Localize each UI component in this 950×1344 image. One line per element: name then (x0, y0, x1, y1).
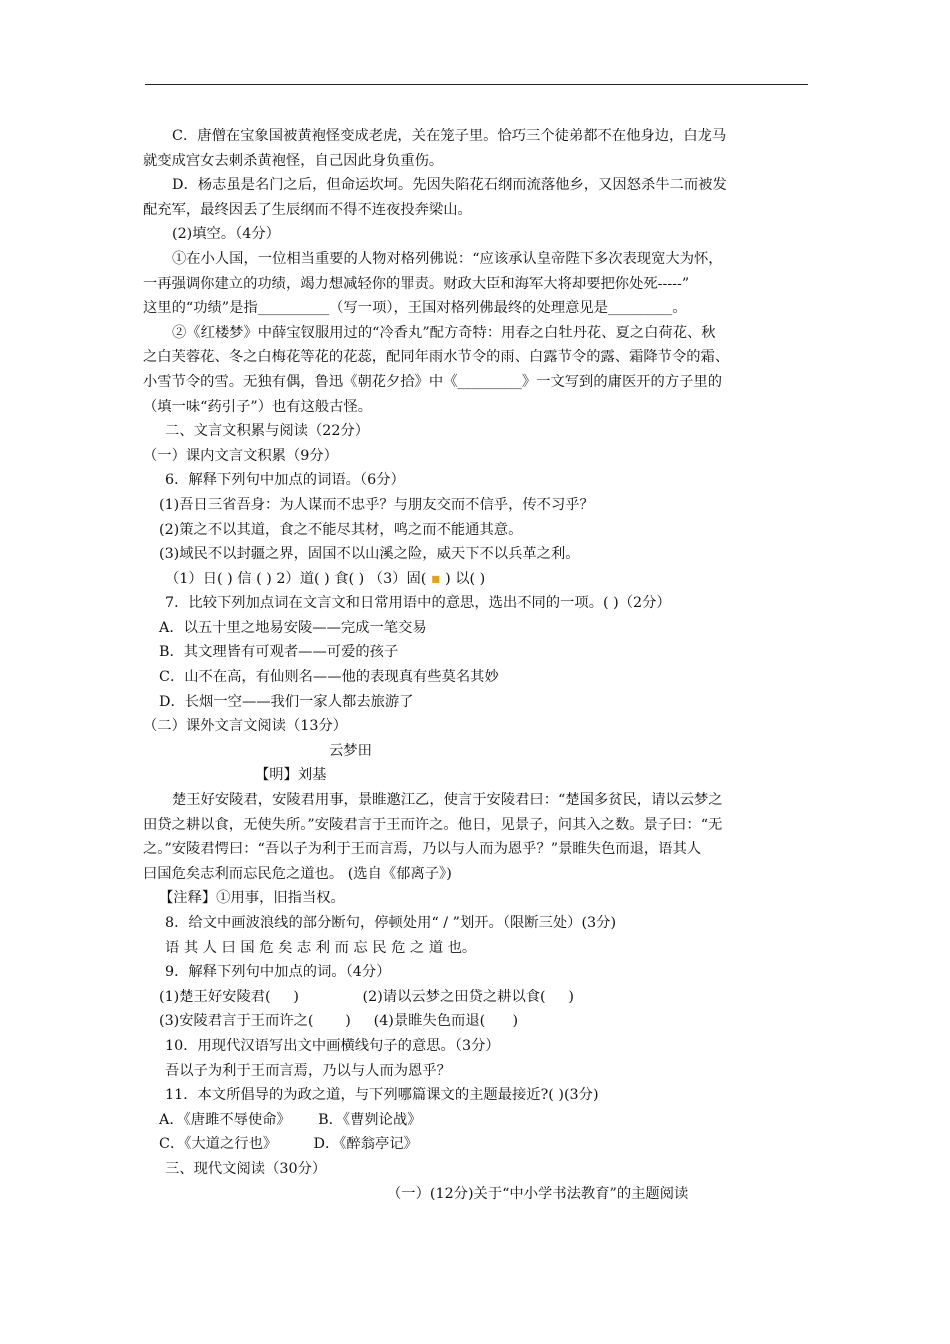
option-d-line1: D．杨志虽是名门之后，但命运坎坷。先因失陷花石纲而流落他乡，又因怒杀牛二而被发 (172, 177, 727, 194)
option-c-line1: C．唐僧在宝象国被黄袍怪变成老虎，关在笼子里。恰巧三个徒弟都不在他身边，白龙马 (172, 128, 727, 144)
q7-option-b: B．其文理皆有可观者——可爱的孩子 (159, 644, 399, 661)
passage-line3: 之。”安陵君愕曰：“吾以子为利于王而言焉，乃以与人而为恩乎？”景睢失色而退，语其人 (143, 841, 702, 858)
fill-item2-line1: ②《红楼梦》中薛宝钗服用过的“冷香丸”配方奇特：用春之白牡丹花、夏之白荷花、秋 (172, 324, 716, 341)
fill-heading: (2)填空。（4分） (172, 226, 280, 243)
passage-line2: 田贷之耕以食，无使失所。”安陵君言于王而许之。他日，见景子，问其入之数。景子曰：“无 (143, 816, 723, 833)
q7-option-d: D．长烟一空——我们一家人都去旅游了 (159, 693, 414, 710)
q9-heading: 9．解释下列句中加点的词。（4分） (165, 964, 391, 981)
exam-page-content (143, 124, 815, 1206)
q9-row1: (1)楚王好安陵君( ) (2)请以云梦之田贷之耕以食( ) (159, 988, 574, 1005)
passage-line1: 楚王好安陵君，安陵君用事，景睢邀江乙，使言于安陵君曰：“楚国多贫民，请以云梦之 (172, 792, 723, 809)
q6-sentence-1: (1)吾日三省吾身：为人谋而不忠乎？与朋友交而不信乎，传不习乎？ (159, 496, 594, 513)
q7-option-a: A．以五十里之地易安陵——完成一笔交易 (159, 619, 427, 636)
header-rule (145, 84, 808, 85)
section2-heading: 二、文言文积累与阅读（22分） (165, 423, 370, 440)
q9-row2: (3)安陵君言于王而许之( ) (4)景睢失色而退( ) (159, 1013, 519, 1030)
passage-note: 【注释】①用事，旧指当权。 (159, 890, 345, 907)
q10-sentence: 吾以子为利于王而言焉，乃以与人而为恩乎？ (165, 1062, 451, 1079)
q11-heading: 11．本文所倡导的为政之道，与下列哪篇课文的主题最接近?( )(3分) (165, 1087, 599, 1104)
q6-dot-mark: ▪ (426, 570, 446, 587)
q8-heading: 8．给文中画波浪线的部分断句，停顿处用“ / ”划开。（限断三处）(3分) (165, 915, 617, 931)
q10-heading: 10．用现代汉语写出文中画横线句子的意思。（3分） (165, 1037, 500, 1054)
q11-row2: C．《大道之行也》 D．《醉翁亭记》 (159, 1136, 418, 1153)
fill-item2-line2: 之白芙蓉花、冬之白梅花等花的花蕊，配同年雨水节令的雨、白露节令的露、霜降节令的霜、 (143, 349, 730, 366)
option-d-line2: 配充军，最终因丢了生辰纲而不得不连夜投奔梁山。 (143, 201, 472, 218)
fill-item1-line1: ①在小人国，一位相当重要的人物对格列佛说：“应该承认皇帝陛下多次表现宽大为怀， (172, 250, 723, 267)
q7-heading: 7．比较下列加点词在文言文和日常用语中的意思，选出不同的一项。( )（2分） (165, 595, 671, 612)
q6-answer-row (143, 567, 815, 592)
fill-item2-line4: （填一味“药引子”）也有这般古怪。 (143, 398, 373, 415)
fill-item1-line2: 一再强调你建立的功绩，竭力想减轻你的罪责。财政大臣和海军大将却要把你处死-----” (143, 275, 690, 292)
q6-answer-blanks-b: ) 以( ) (445, 570, 486, 587)
q6-heading: 6．解释下列句中加点的词语。（6分） (165, 472, 405, 489)
option-c-line2: 就变成宫女去刺杀黄袍怪，自己因此身负重伤。 (143, 152, 444, 169)
section2-part1-heading: （一）课内文言文积累（9分） (143, 447, 338, 464)
section3-sub1-heading: （一）(12分)关于“中小学书法教育”的主题阅读 (387, 1185, 689, 1202)
passage-line4: 曰国危矣志利而忘民危之道也。 (选自《郁离子》) (143, 865, 452, 882)
section3-heading: 三、现代文阅读（30分） (165, 1160, 327, 1177)
q11-row1: A．《唐雎不辱使命》 B．《曹刿论战》 (159, 1111, 422, 1128)
q6-sentence-2: (2)策之不以其道，食之不能尽其材，鸣之而不能通其意。 (159, 521, 523, 538)
section2-part2-heading: （二）课外文言文阅读（13分） (143, 718, 348, 735)
fill-item1-line3: 这里的“功绩”是指__________（写一项），王国对格列佛最终的处理意见是_________。 (143, 300, 687, 317)
q8-text: 语 其 人 曰 国 危 矣 志 利 而 忘 民 危 之 道 也。 (165, 939, 477, 956)
q6-answer-blanks-a: （1）日( ) 信 ( ) 2）道( ) 食( ) （3）固( (165, 570, 427, 587)
q6-sentence-3: (3)域民不以封疆之界，固国不以山溪之险，威天下不以兵革之利。 (159, 546, 580, 563)
fill-item2-line3: 小雪节令的雪。无独有偶，鲁迅《朝花夕拾》中《_________》一文写到的庸医开的方子里的 (143, 373, 723, 390)
passage-author: 【明】刘基 (255, 767, 327, 784)
passage-title: 云梦田 (329, 742, 372, 759)
q7-option-c: C．山不在高，有仙则名——他的表现真有些莫名其妙 (159, 669, 499, 686)
